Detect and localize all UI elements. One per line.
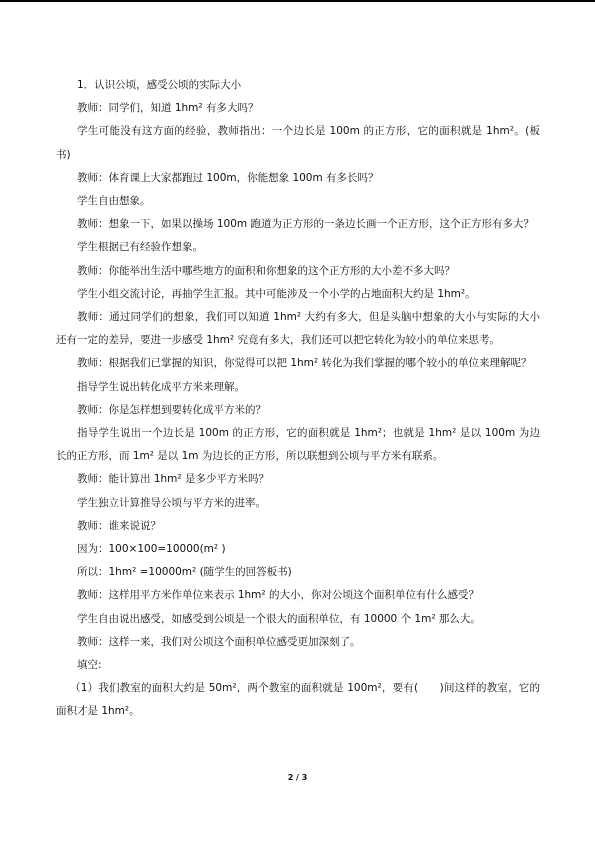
paragraph: 学生可能没有这方面的经验，教师指出：一个边长是 100m 的正方形，它的面积就是 1hm²。(板书) (56, 125, 540, 161)
paragraph: 学生自由想象。 (77, 195, 151, 208)
paragraph: 学生自由说出感受，如感受到公顷是一个很大的面积单位，有 10000 个 1m² 那么大。 (77, 612, 481, 625)
paragraph: 教师：谁来说说？ (77, 519, 161, 532)
exercise-item: （1）我们教室的面积大约是 50m²，两个教室的面积就是 100m²，要有( )间这样的教室，它的面积才是 1hm²。 (56, 682, 540, 718)
paragraph: 指导学生说出转化成平方米来理解。 (77, 380, 245, 393)
paragraph: 学生独立计算推导公顷与平方米的进率。 (77, 496, 266, 509)
equation-line: 所以：1hm² =10000m² (随学生的回答板书) (77, 566, 292, 579)
paragraph: 教师：你能举出生活中哪些地方的面积和你想象的这个正方形的大小差不多大吗？ (77, 264, 455, 277)
paragraph: 教师：通过同学们的想象，我们可以知道 1hm² 大约有多大，但是头脑中想象的大小与实际的大小还有一定的差异，要进一步感受 1hm² 究竟有多大，我们还可以把它转化为较小的单位来思考。 (56, 311, 540, 347)
paragraph: 教师：能计算出 1hm² 是多少平方米吗？ (77, 473, 269, 486)
paragraph: 教师：体育课上大家都跑过 100m，你能想象 100m 有多长吗？ (77, 171, 379, 184)
paragraph: 教师：这样一来，我们对公顷这个面积单位感受更加深刻了。 (77, 635, 361, 648)
page-number: 2 / 3 (287, 773, 308, 782)
exercise-heading: 填空: (77, 659, 102, 672)
equation-line: 因为：100×100=10000(m² ) (77, 543, 226, 556)
top-border-line (0, 0, 595, 2)
paragraph: 教师：根据我们已掌握的知识，你觉得可以把 1hm² 转化为我们掌握的哪个较小的单位来理解呢？ (77, 357, 532, 370)
paragraph: 学生小组交流讨论，再抽学生汇报。其中可能涉及一个小学的占地面积大约是 1hm²。 (77, 287, 476, 300)
section-heading: 1．认识公顷，感受公顷的实际大小 (77, 79, 242, 91)
paragraph: 教师：你是怎样想到要转化成平方米的？ (77, 403, 266, 416)
paragraph: 学生根据已有经验作想象。 (77, 241, 203, 254)
document-body (56, 74, 540, 724)
paragraph: 教师：同学们，知道 1hm² 有多大吗？ (77, 102, 259, 115)
paragraph: 教师：想象一下，如果以操场 100m 跑道为正方形的一条边长画一个正方形，这个正方形有多大？ (77, 218, 534, 231)
paragraph: 指导学生说出一个边长是 100m 的正方形，它的面积就是 1hm²；也就是 1hm² 是以 100m 为边长的正方形，而 1m² 是以 1m 为边长的正方形，所以联想到公顷与平方米有联系。 (56, 427, 540, 463)
paragraph: 教师：这样用平方米作单位来表示 1hm² 的大小，你对公顷这个面积单位有什么感受？ (77, 589, 479, 602)
